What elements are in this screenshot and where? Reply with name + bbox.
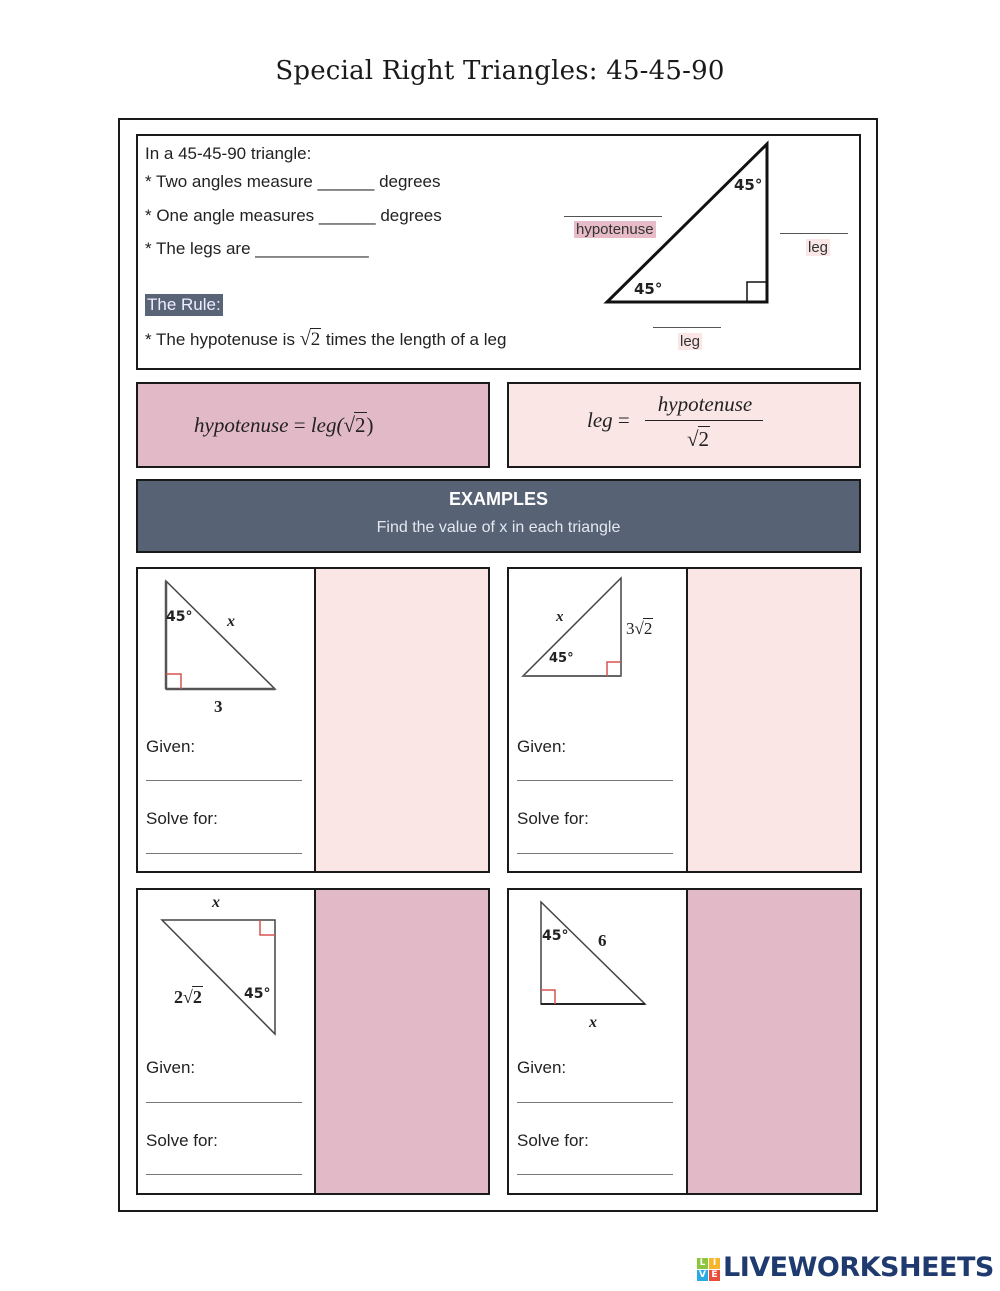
given-label-4: Given: [517,1058,567,1077]
formula-radical: 2 [355,413,366,437]
vertical-leg-label: leg [808,239,829,256]
formula-leg-lhs-text: leg [587,408,613,432]
solve-label-2: Solve for: [517,809,589,828]
given-label-2: Given: [517,737,567,756]
given-label-1: Given: [146,737,196,756]
hyp-label-3: 2√2 [174,987,202,1007]
solve-label-3: Solve for: [146,1131,218,1150]
horizontal-leg-blank [653,327,721,328]
right-angle-marker-1 [166,674,181,689]
right-angle-marker-3 [260,920,275,935]
solve-blank-4[interactable] [517,1174,673,1175]
logo-icon [697,1258,721,1282]
formula-leg-box [507,382,861,468]
angle-label-4: 45° [542,928,569,944]
denominator-radical: 2 [698,427,710,451]
formula-leg-lhs [587,408,630,433]
leg-coef-2: 3 [626,619,635,638]
triangle-shape-1 [166,581,275,689]
formula-denominator: √2 [687,427,710,451]
hyp-radical-3: 2 [192,987,202,1007]
formula-leg-eq: = [617,408,630,432]
example-triangle-3 [156,916,280,1038]
logo-letter-l: L [697,1258,708,1269]
hyp-label-1: x [227,613,235,630]
example-triangle-1 [158,577,288,697]
intro-bullet-3: * The legs are ____________ [145,239,369,258]
logo-letter-v: V [697,1270,708,1281]
example-card-2 [507,567,862,873]
examples-heading: EXAMPLES [448,489,549,509]
work-area-3[interactable] [314,890,488,1193]
rule-prefix: * The hypotenuse is [145,330,295,349]
hypotenuse-label: hypotenuse [576,221,654,238]
bottom-angle-label: 45° [634,280,663,298]
example-card-1 [136,567,490,873]
formula-rhs-suffix: ) [366,413,374,437]
work-area-2[interactable] [686,569,860,871]
examples-subheading: Find the value of x in each triangle [376,519,621,536]
example-card-3 [136,888,490,1195]
rule-radical: 2 [310,329,321,350]
intro-bullet-2: * One angle measures ______ degrees [145,206,442,225]
leg-label-2: 3√2 [626,619,653,638]
top-angle-label: 45° [734,176,763,194]
formula-rhs-prefix: leg( [310,413,344,437]
rule-suffix: times the length of a leg [325,330,507,349]
angle-label-3: 45° [244,986,271,1002]
horizontal-leg-label: leg [680,333,701,350]
rule-statement: * The hypotenuse is √2 times the length of a leg [145,328,507,350]
solve-blank-1[interactable] [146,853,302,854]
solve-label-1: Solve for: [146,809,218,828]
right-angle-marker-4 [541,990,555,1004]
hyp-label-4: 6 [598,931,607,950]
triangle-shape-3 [162,920,275,1034]
top-label-3: x [212,894,220,911]
leg-label-1: 3 [214,697,223,716]
angle-label-2: 45° [549,651,574,666]
right-angle-marker-2 [607,662,621,676]
solve-blank-2[interactable] [517,853,673,854]
example-triangle-2 [519,575,629,681]
given-blank-2[interactable] [517,780,673,781]
given-blank-4[interactable] [517,1102,673,1103]
formula-numerator: hypotenuse [657,392,753,416]
solve-label-4: Solve for: [517,1131,589,1150]
formula-hypotenuse: hypotenuse = leg(√2) [194,413,374,437]
logo-letter-i: I [709,1258,720,1269]
formula-eq: = [293,413,306,437]
angle-label-1: 45° [166,609,193,625]
example-card-4 [507,888,862,1195]
vertical-leg-blank [780,233,848,234]
hypotenuse-blank [564,216,662,217]
intro-heading: In a 45-45-90 triangle: [145,144,312,163]
leg-label-4: x [589,1014,597,1031]
logo-text: LIVEWORKSHEETS [723,1252,994,1283]
formula-lhs: hypotenuse [194,413,289,437]
logo-letter-e: E [709,1270,720,1281]
given-label-3: Given: [146,1058,196,1077]
right-angle-marker [747,282,767,302]
examples-header [136,479,861,553]
given-blank-1[interactable] [146,780,302,781]
triangle-shape-4 [541,902,645,1004]
intro-bullet-1: * Two angles measure ______ degrees [145,172,441,191]
formula-hypotenuse-box [136,382,490,468]
leg-radical-2: 2 [643,619,653,638]
given-blank-3[interactable] [146,1102,302,1103]
rule-label: The Rule: [147,295,221,314]
hyp-coef-3: 2 [174,987,183,1007]
work-area-1[interactable] [314,569,488,871]
fraction-bar [645,420,763,421]
example-triangle-4 [537,898,649,1008]
solve-blank-3[interactable] [146,1174,302,1175]
hyp-label-2: x [556,609,564,625]
page-title: Special Right Triangles: 45-45-90 [275,56,725,86]
work-area-4[interactable] [686,890,860,1193]
